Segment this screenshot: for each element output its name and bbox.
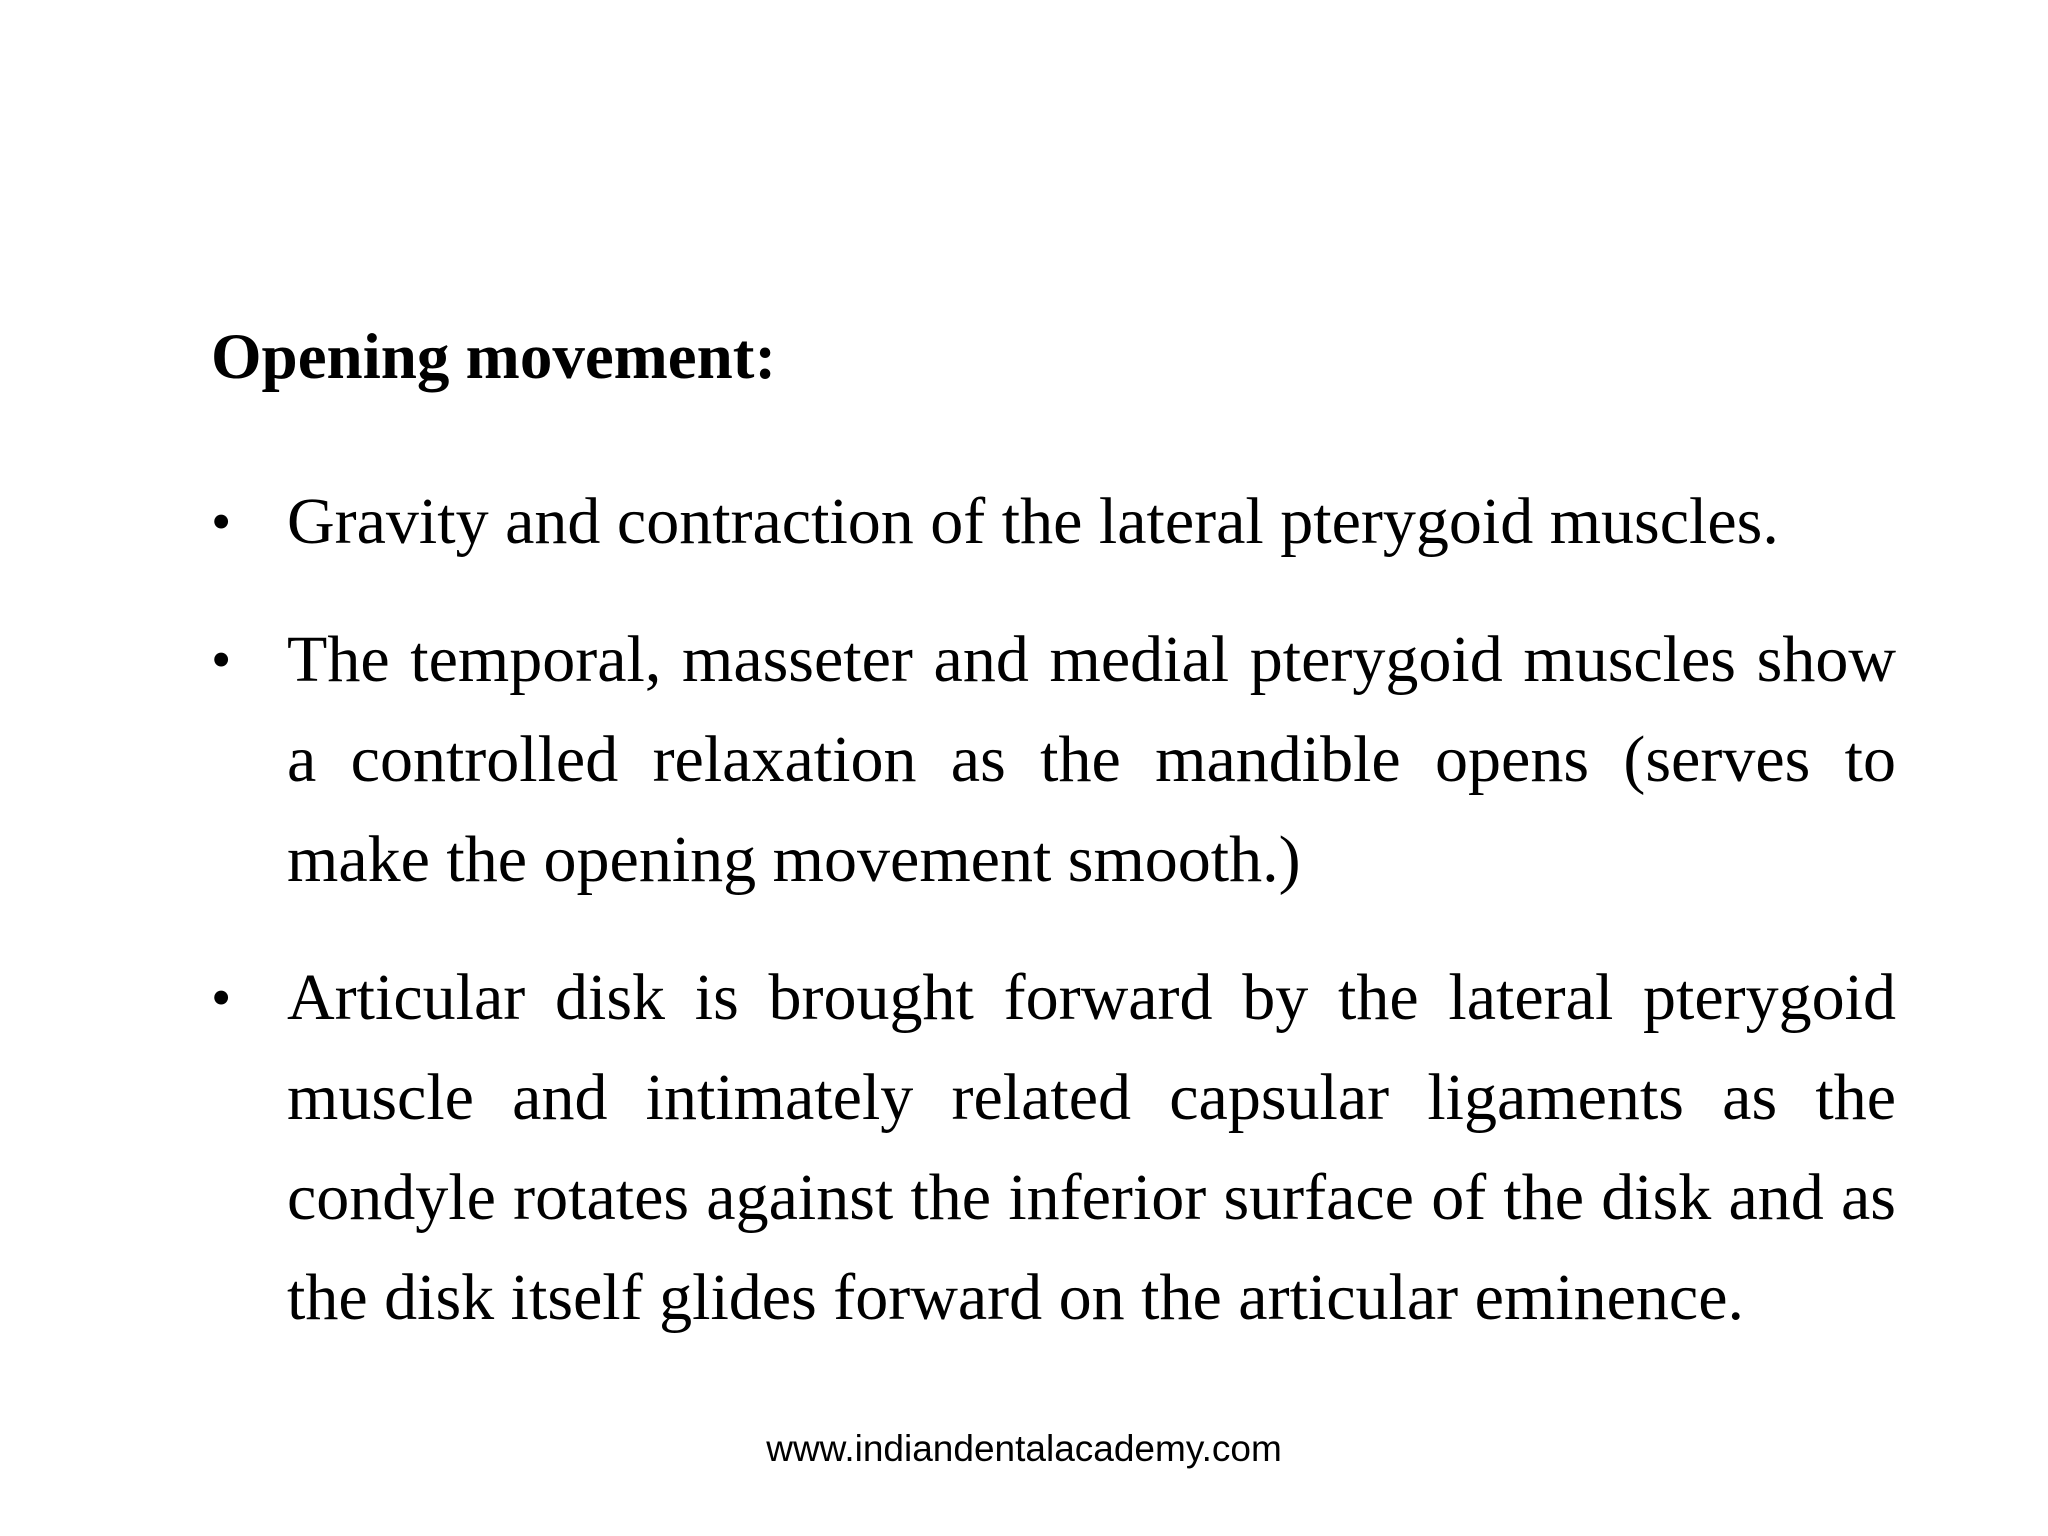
slide-heading: Opening movement: — [211, 321, 777, 393]
footer-url: www.indiandentalacademy.com — [766, 1428, 1282, 1469]
bullet-text: Articular disk is brought forward by the lateral pterygoid muscle and intimately related capsular ligaments as the condyle rotates against the inferior surface of the disk and as the disk itself glides forward on the articular eminence. — [287, 961, 1896, 1334]
bullet-icon: • — [211, 489, 232, 554]
bullet-item — [211, 948, 1896, 1348]
bullet-icon: • — [211, 965, 232, 1030]
bullet-list — [211, 472, 1896, 1386]
bullet-text: Gravity and contraction of the lateral pterygoid muscles. — [287, 485, 1779, 558]
bullet-text: The temporal, masseter and medial pterygoid muscles show a controlled relaxation as the mandible opens (serves to make the opening movement smooth.) — [287, 623, 1896, 896]
bullet-item — [211, 472, 1896, 572]
bullet-item — [211, 610, 1896, 910]
bullet-icon: • — [211, 627, 232, 692]
